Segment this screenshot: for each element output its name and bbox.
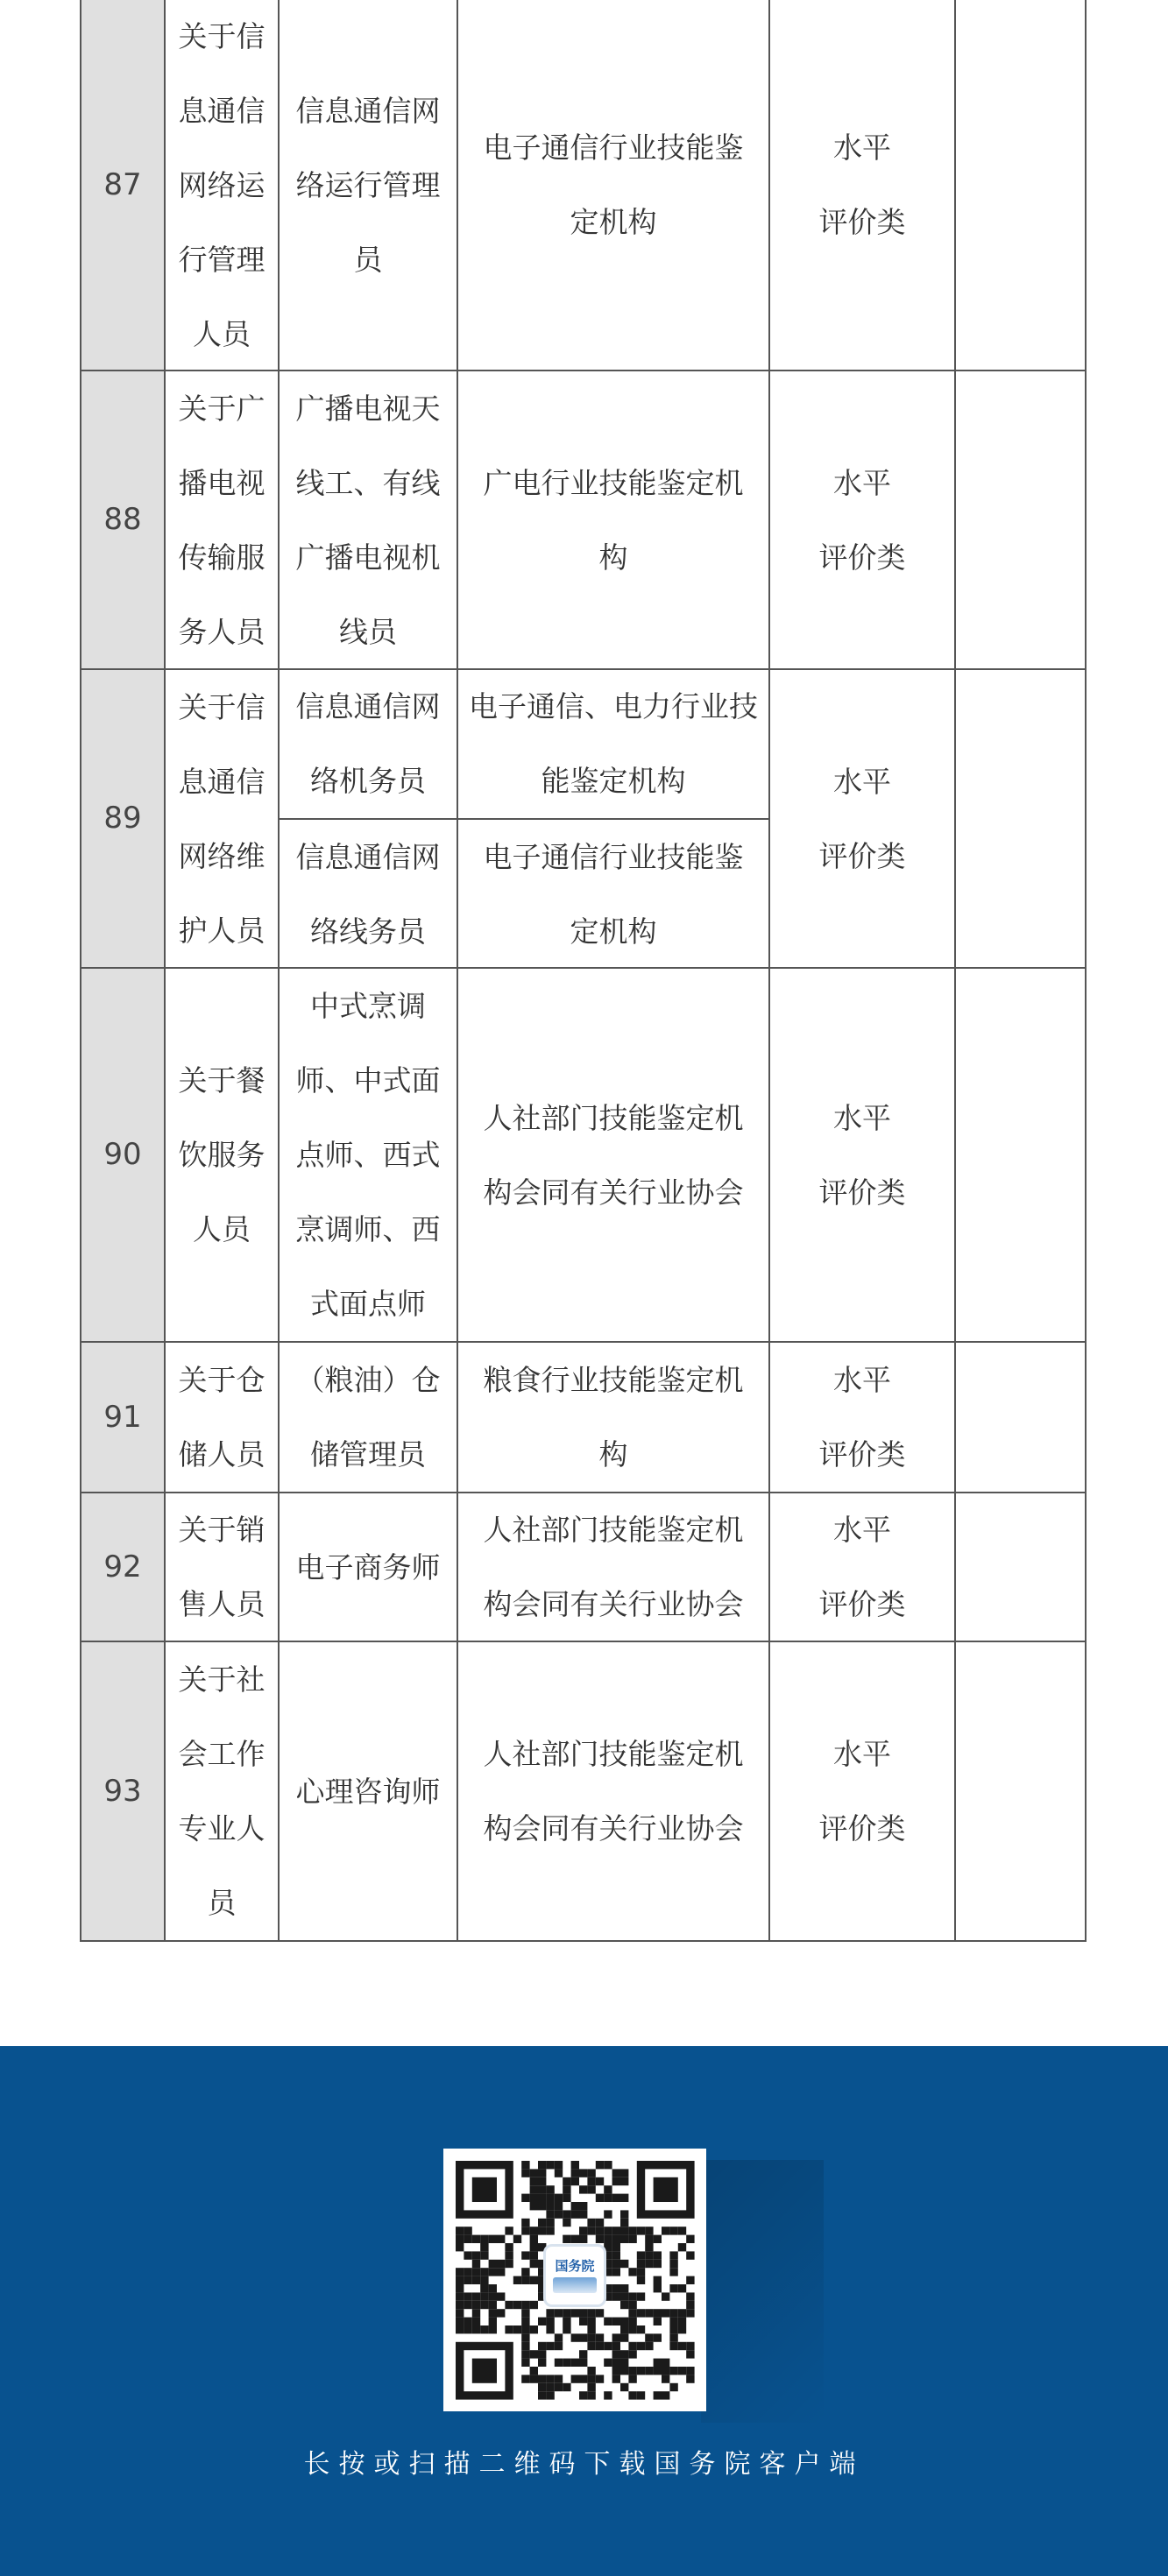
org-cell-text: 粮食行业技能鉴定机 构 bbox=[483, 1363, 744, 1471]
occupation-sub-row bbox=[280, 820, 770, 970]
category-cell bbox=[166, 670, 280, 967]
category-cell-text: 关于信 息通信 网络维 护人员 bbox=[178, 689, 265, 948]
footer-banner bbox=[0, 2046, 1168, 2576]
occupation-cell bbox=[280, 371, 458, 668]
type-cell-text: 水平 评价类 bbox=[818, 131, 906, 239]
org-cell bbox=[458, 1642, 770, 1940]
note-cell bbox=[956, 1343, 1085, 1492]
org-cell bbox=[458, 670, 770, 818]
occupation-table bbox=[80, 0, 1087, 1942]
occupation-cell-text: 信息通信网 络线务员 bbox=[295, 839, 441, 949]
note-cell bbox=[956, 969, 1085, 1341]
category-cell-text: 关于信 息通信 网络运 行管理 人员 bbox=[178, 18, 265, 351]
org-cell-text: 人社部门技能鉴定机 构会同有关行业协会 bbox=[483, 1513, 744, 1621]
occupation-cell bbox=[280, 1493, 458, 1641]
occupation-cell-text: 信息通信网 络运行管理 员 bbox=[295, 93, 441, 277]
occupation-cell bbox=[280, 0, 458, 370]
occupation-cell-text: 心理咨询师 bbox=[295, 1774, 441, 1809]
occupation-cell-text: 电子商务师 bbox=[295, 1549, 441, 1584]
note-cell bbox=[956, 670, 1085, 967]
category-cell-text: 关于社 会工作 专业人 员 bbox=[178, 1662, 265, 1920]
type-cell-text: 水平 评价类 bbox=[818, 1363, 906, 1471]
note-cell bbox=[956, 1642, 1085, 1940]
org-cell-text: 人社部门技能鉴定机 构会同有关行业协会 bbox=[483, 1737, 744, 1846]
row-number-text: 92 bbox=[103, 1549, 142, 1584]
category-cell-text: 关于仓 储人员 bbox=[178, 1363, 265, 1471]
category-cell bbox=[166, 1343, 280, 1492]
category-cell bbox=[166, 0, 280, 370]
download-caption: 长按或扫描二维码下载国务院客户端 bbox=[303, 2449, 865, 2480]
type-cell-text: 水平 评价类 bbox=[818, 1513, 906, 1621]
org-cell-text: 电子通信行业技能鉴 定机构 bbox=[483, 839, 744, 949]
category-cell-text: 关于餐 饮服务 人员 bbox=[178, 1063, 265, 1246]
occupation-cell-text: （粮油）仓 储管理员 bbox=[295, 1363, 441, 1471]
category-cell bbox=[166, 1493, 280, 1641]
org-cell bbox=[458, 0, 770, 370]
org-cell-text: 电子通信、电力行业技 能鉴定机构 bbox=[469, 689, 758, 799]
row-number bbox=[81, 371, 166, 668]
category-cell-text: 关于广 播电视 传输服 务人员 bbox=[178, 391, 265, 649]
row-number-text: 91 bbox=[103, 1399, 142, 1435]
type-cell bbox=[770, 1493, 956, 1641]
occupation-cell-text: 中式烹调 师、中式面 点师、西式 烹调师、西 式面点师 bbox=[295, 989, 441, 1321]
table-row bbox=[81, 1642, 1085, 1942]
note-cell bbox=[956, 0, 1085, 370]
type-cell-text: 水平 评价类 bbox=[818, 465, 906, 575]
occupation-group bbox=[280, 670, 770, 969]
org-cell bbox=[458, 820, 770, 970]
qr-shadow bbox=[701, 2160, 824, 2423]
row-number bbox=[81, 1642, 166, 1940]
row-number bbox=[81, 670, 166, 967]
org-cell-text: 人社部门技能鉴定机 构会同有关行业协会 bbox=[483, 1100, 744, 1210]
row-number-text: 89 bbox=[103, 801, 142, 836]
org-cell bbox=[458, 1493, 770, 1641]
app-logo-icon bbox=[543, 2244, 606, 2307]
row-number-text: 88 bbox=[103, 502, 142, 537]
org-cell bbox=[458, 969, 770, 1341]
row-number bbox=[81, 0, 166, 370]
table-row bbox=[81, 1343, 1085, 1493]
category-cell-text: 关于销 售人员 bbox=[178, 1513, 265, 1621]
occupation-cell-text: 广播电视天 线工、有线 广播电视机 线员 bbox=[295, 391, 441, 649]
row-number bbox=[81, 1493, 166, 1641]
row-number bbox=[81, 969, 166, 1341]
occupation-cell bbox=[280, 670, 458, 818]
occupation-cell bbox=[280, 1343, 458, 1492]
type-cell-text: 水平 评价类 bbox=[818, 1737, 906, 1846]
occupation-cell bbox=[280, 969, 458, 1341]
occupation-cell bbox=[280, 820, 458, 970]
type-cell-text: 水平 评价类 bbox=[818, 764, 906, 873]
category-cell bbox=[166, 1642, 280, 1940]
category-cell bbox=[166, 969, 280, 1341]
type-cell bbox=[770, 0, 956, 370]
org-cell-text: 广电行业技能鉴定机 构 bbox=[483, 465, 744, 575]
qr-code[interactable] bbox=[443, 2149, 706, 2411]
type-cell bbox=[770, 1343, 956, 1492]
org-cell bbox=[458, 371, 770, 668]
occupation-cell-text: 信息通信网 络机务员 bbox=[295, 689, 441, 799]
qr-logo-text: 国务院 bbox=[555, 2258, 595, 2274]
occupation-sub-row bbox=[280, 670, 770, 820]
note-cell bbox=[956, 371, 1085, 668]
type-cell bbox=[770, 1642, 956, 1940]
table-row bbox=[81, 371, 1085, 670]
table-row bbox=[81, 1493, 1085, 1642]
org-cell bbox=[458, 1343, 770, 1492]
row-number-text: 87 bbox=[103, 166, 142, 202]
type-cell bbox=[770, 670, 956, 967]
org-cell-text: 电子通信行业技能鉴 定机构 bbox=[483, 131, 744, 239]
type-cell bbox=[770, 969, 956, 1341]
note-cell bbox=[956, 1493, 1085, 1641]
occupation-cell bbox=[280, 1642, 458, 1940]
row-number-text: 93 bbox=[103, 1773, 142, 1809]
row-number bbox=[81, 1343, 166, 1492]
type-cell-text: 水平 评价类 bbox=[818, 1100, 906, 1210]
table-row bbox=[81, 670, 1085, 969]
table-row bbox=[81, 969, 1085, 1343]
logo-band bbox=[553, 2277, 597, 2293]
type-cell bbox=[770, 371, 956, 668]
row-number-text: 90 bbox=[103, 1137, 142, 1172]
category-cell bbox=[166, 371, 280, 668]
table-row bbox=[81, 0, 1085, 371]
